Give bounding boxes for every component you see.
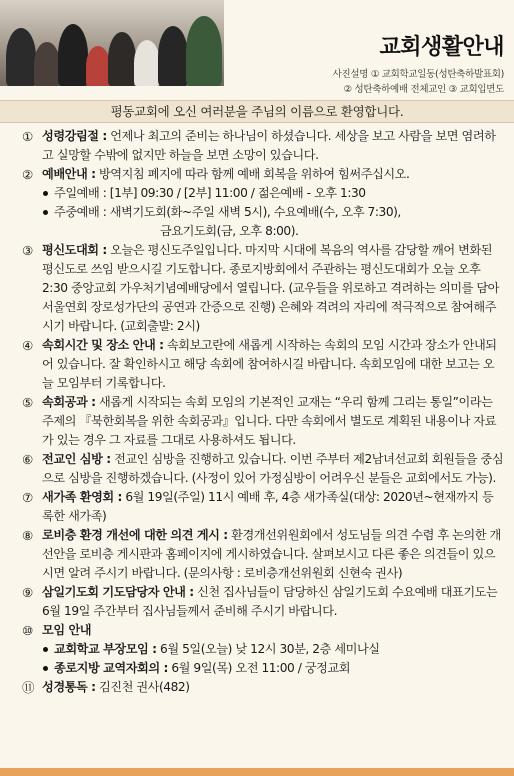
item-3 bbox=[22, 241, 504, 336]
meeting-item bbox=[42, 640, 504, 659]
item-text: 신천 집사님들이 담당하신 삼일기도회 수요예배 대표기도는 6월 19일 주간부터 집사님들께서 준비해 주시기 바랍니다. bbox=[42, 585, 498, 618]
caption-line-1: 사진설명 ① 교회학교일동(성탄축하발표회) bbox=[332, 69, 504, 80]
meeting-heading: 교회학교 부장모임 : bbox=[54, 642, 157, 656]
item-number: ⑤ bbox=[22, 395, 33, 410]
item-heading: 전교인 심방 : bbox=[42, 452, 111, 466]
worship-weekday-cont: 금요기도회(금, 오후 8:00). bbox=[160, 224, 299, 238]
meeting-text: 6월 9일(목) 오전 11:00 / 궁정교회 bbox=[167, 661, 351, 675]
item-10 bbox=[22, 621, 504, 678]
item-text: 6월 19일(주일) 11시 예배 후, 4층 새가족실(대상: 2020년~현재까지 등록한 새가족) bbox=[42, 490, 494, 523]
item-text: 환경개선위원회에서 성도님들 의견 수렴 후 논의한 개선안을 로비층 게시판과 홈페이지에 게시하였습니다. 살펴보시고 다른 좋은 의견들이 있으시면 알려 주시기 바랍니다. (문의사항 : 로비층개선위원회 신현숙 권사) bbox=[42, 528, 501, 580]
item-number: ① bbox=[22, 129, 33, 144]
item-text: 전교인 심방을 진행하고 있습니다. 이번 주부터 제2남녀선교회 회원들을 중심으로 심방을 진행하겠습니다. (사정이 있어 가정심방이 어려우신 분들은 교회에서도 가능). bbox=[42, 452, 504, 485]
item-text: 오늘은 평신도주일입니다. 마지막 시대에 복음의 역사를 감당할 깨어 변화된 평신도로 쓰임 받으시길 기도합니다. 종로지방회에서 주관하는 평신도대회가 오늘 오후 2:30 중앙교회 가우처기념예배당에서 열립니다. (교우들을 위로하고 격려하는 의미를 담아 서울연회 장로성가단의 공연과 간증으로 진행) 은혜와 격려의 자리에 적극적으로 참여해주시기 바랍니다. (교회출발: 2시) bbox=[42, 243, 499, 333]
meeting-item bbox=[42, 659, 504, 678]
item-8 bbox=[22, 526, 504, 583]
item-9 bbox=[22, 583, 504, 621]
item-4 bbox=[22, 336, 504, 393]
item-heading: 모임 안내 bbox=[42, 623, 92, 637]
item-number: ⑧ bbox=[22, 528, 33, 543]
caption-line-2: ② 성탄축하예배 전체교인 ③ 교회입면도 bbox=[343, 84, 504, 95]
item-number: ⑨ bbox=[22, 585, 33, 600]
item-6 bbox=[22, 450, 504, 488]
item-heading: 예배안내 : bbox=[42, 167, 96, 181]
worship-weekday: 주중예배 : 새벽기도회(화~주일 새벽 5시), 수요예배(수, 오후 7:30), bbox=[42, 203, 504, 222]
item-number: ⑪ bbox=[22, 680, 35, 695]
announcement-list bbox=[22, 127, 504, 697]
item-text: 방역지침 폐지에 따라 함께 예배 회복을 위하여 힘써주십시오. bbox=[95, 167, 410, 181]
item-heading: 로비층 환경 개선에 대한 의견 게시 : bbox=[42, 528, 228, 542]
item-2 bbox=[22, 165, 504, 241]
item-7 bbox=[22, 488, 504, 526]
item-heading: 새가족 환영회 : bbox=[42, 490, 122, 504]
item-text: 속회보고란에 새롭게 시작하는 속회의 모임 시간과 장소가 안내되어 있습니다. 잘 확인하시고 해당 속회에 참여하시길 바랍니다. 속회모임에 대한 보고는 오늘 모임부터 기록합니다. bbox=[42, 338, 497, 390]
item-11 bbox=[22, 678, 504, 697]
item-5 bbox=[22, 393, 504, 450]
item-number: ④ bbox=[22, 338, 33, 353]
item-number: ② bbox=[22, 167, 33, 182]
church-photo bbox=[0, 0, 224, 86]
meeting-heading: 종로지방 교역자회의 : bbox=[54, 661, 168, 675]
photo-caption bbox=[260, 67, 504, 97]
item-number: ⑩ bbox=[22, 623, 33, 638]
item-text: 김진천 권사(482) bbox=[95, 680, 190, 694]
welcome-banner: 평동교회에 오신 여러분을 주님의 이름으로 환영합니다. bbox=[0, 100, 514, 123]
item-heading: 속회시간 및 장소 안내 : bbox=[42, 338, 164, 352]
item-number: ⑥ bbox=[22, 452, 33, 467]
item-heading: 성경통독 : bbox=[42, 680, 96, 694]
item-text: 언제나 최고의 준비는 하나님이 하셨습니다. 세상을 보고 사람을 보면 염려하고 실망할 수밖에 없지만 하늘을 보면 소망이 있습니다. bbox=[42, 129, 496, 162]
meeting-text: 6월 5일(오늘) 낮 12시 30분, 2층 세미나실 bbox=[156, 642, 380, 656]
item-heading: 속회공과 : bbox=[42, 395, 96, 409]
item-heading: 성령강림절 : bbox=[42, 129, 107, 143]
bottom-accent-strip bbox=[0, 768, 514, 776]
item-text: 새롭게 시작되는 속회 모임의 기본적인 교재는 “우리 함께 그리는 통일”이라는 주제의 『북한회복을 위한 속회공과』입니다. 다만 속회에서 별도로 계획된 내용이나 자료가 있는 경우 그 자료를 그대로 사용하셔도 됩니다. bbox=[42, 395, 497, 447]
item-number: ③ bbox=[22, 243, 33, 258]
worship-sunday: 주일예배 : [1부] 09:30 / [2부] 11:00 / 젊은예배 - 오후 1:30 bbox=[42, 184, 504, 203]
item-1 bbox=[22, 127, 504, 165]
page-title: 교회생활안내 bbox=[379, 35, 504, 60]
item-number: ⑦ bbox=[22, 490, 33, 505]
item-heading: 평신도대회 : bbox=[42, 243, 107, 257]
item-heading: 삼일기도회 기도담당자 안내 : bbox=[42, 585, 194, 599]
header bbox=[260, 30, 504, 97]
